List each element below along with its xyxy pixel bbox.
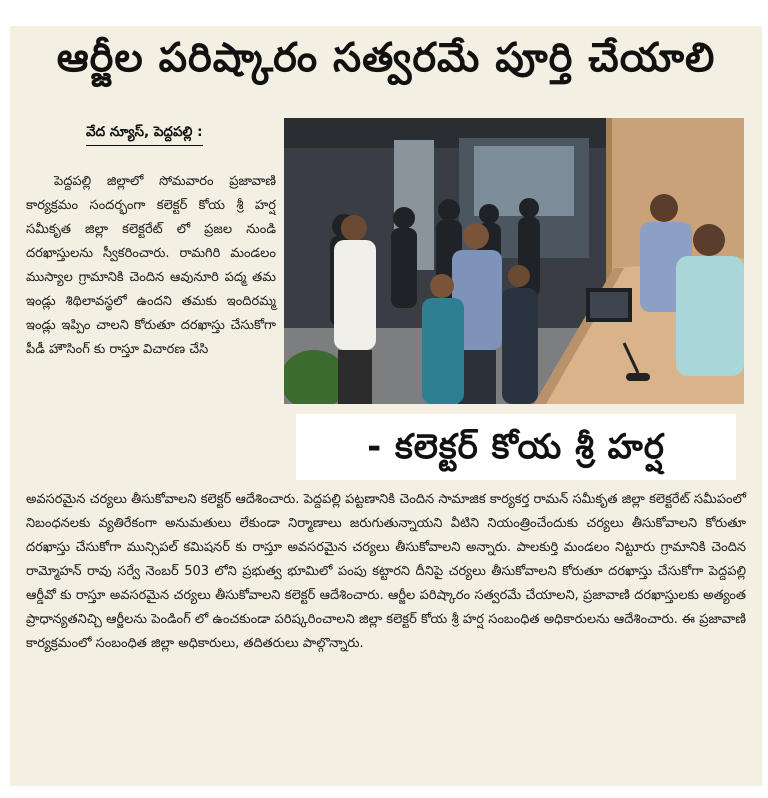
photo-illustration	[284, 118, 744, 404]
article-left-column	[26, 170, 276, 362]
article-paragraph-2: అవసరమైన చర్యలు తీసుకోవాలని కలెక్టర్ ఆదేశించారు. పెద్దపల్లి పట్టణానికి చెందిన సామాజిక కార్యకర్త రామన్ సమీకృత జిల్లా కలెక్టరేట్ సమీపంలో నిబంధనలకు వ్యతిరేకంగా అనుమతులు లేకుండా నిర్మాణాలు జరుగుతున్నాయని వీటిని నియంత్రించేందుకు చర్యలు తీసుకోవాలని కోరుతూ దరఖాస్తు చేసుకోగా మున్సిపల్ కమిషనర్ కు రాస్తూ అవసరమైన చర్యలు తీసుకోవాలని అన్నారు. పాలకుర్తి మండలం నిట్టూరు గ్రామానికి చెందిన రామ్మోహన్ రావు సర్వే నెంబర్ 503 లోని ప్రభుత్వ భూమిలో పంపు కట్టారని దీనిపై చర్యలు తీసుకోవాలని కోరుతూ దరఖాస్తు చేసుకోగా పెద్దపల్లి ఆర్డీవో కు రాస్తూ అవసరమైన చర్యలు తీసుకోవాలని కలెక్టర్ ఆదేశించారు. ఆర్జీల పరిష్కారం సత్వరమే చేయాలని, ప్రజావాణి దరఖాస్తులకు అత్యంత ప్రాధాన్యతనిచ్చి ఆర్జీలను పెండింగ్ లో ఉంచకుండా పరిష్కరించాలని జిల్లా కలెక్టర్ కోయ శ్రీ హర్ష సంబంధిత అధికారులను ఆదేశించారు. ఈ ప్రజావాణి కార్యక్రమంలో సంబంధిత జిల్లా అధికారులు, తదితరులు పాల్గొన్నారు.	[26, 492, 746, 651]
news-photo	[284, 118, 744, 404]
article-continuation	[26, 488, 746, 656]
headline: ఆర్జీల పరిష్కారం సత్వరమే పూర్తి చేయాలి	[56, 35, 716, 81]
article-paragraph-1: పెద్దపల్లి జిల్లాలో సోమవారం ప్రజావాణి కార్యక్రమం సందర్భంగా కలెక్టర్ కోయ శ్రీ హర్ష సమీకృత జిల్లా కలెక్టరేట్ లో ప్రజల నుండి దరఖాస్తులను స్వీకరించారు. రామగిరి మండలం ముస్యాల గ్రామానికి చెందిన ఆవునూరి పద్మ తమ ఇండ్లు శిథిలావస్థలో ఉందని తమకు ఇందిరమ్మ ఇండ్లు ఇప్పిం చాలని కోరుతూ దరఖాస్తు చేసుకోగా పీడీ హౌసింగ్ కు రాస్తూ విచారణ చేసి	[26, 174, 276, 357]
dateline: వేద న్యూస్, పెద్దపల్లి :	[86, 124, 203, 146]
pull-quote: - కలెక్టర్ కోయ శ్రీ హర్ష	[296, 414, 736, 480]
newspaper-clipping	[10, 26, 762, 786]
